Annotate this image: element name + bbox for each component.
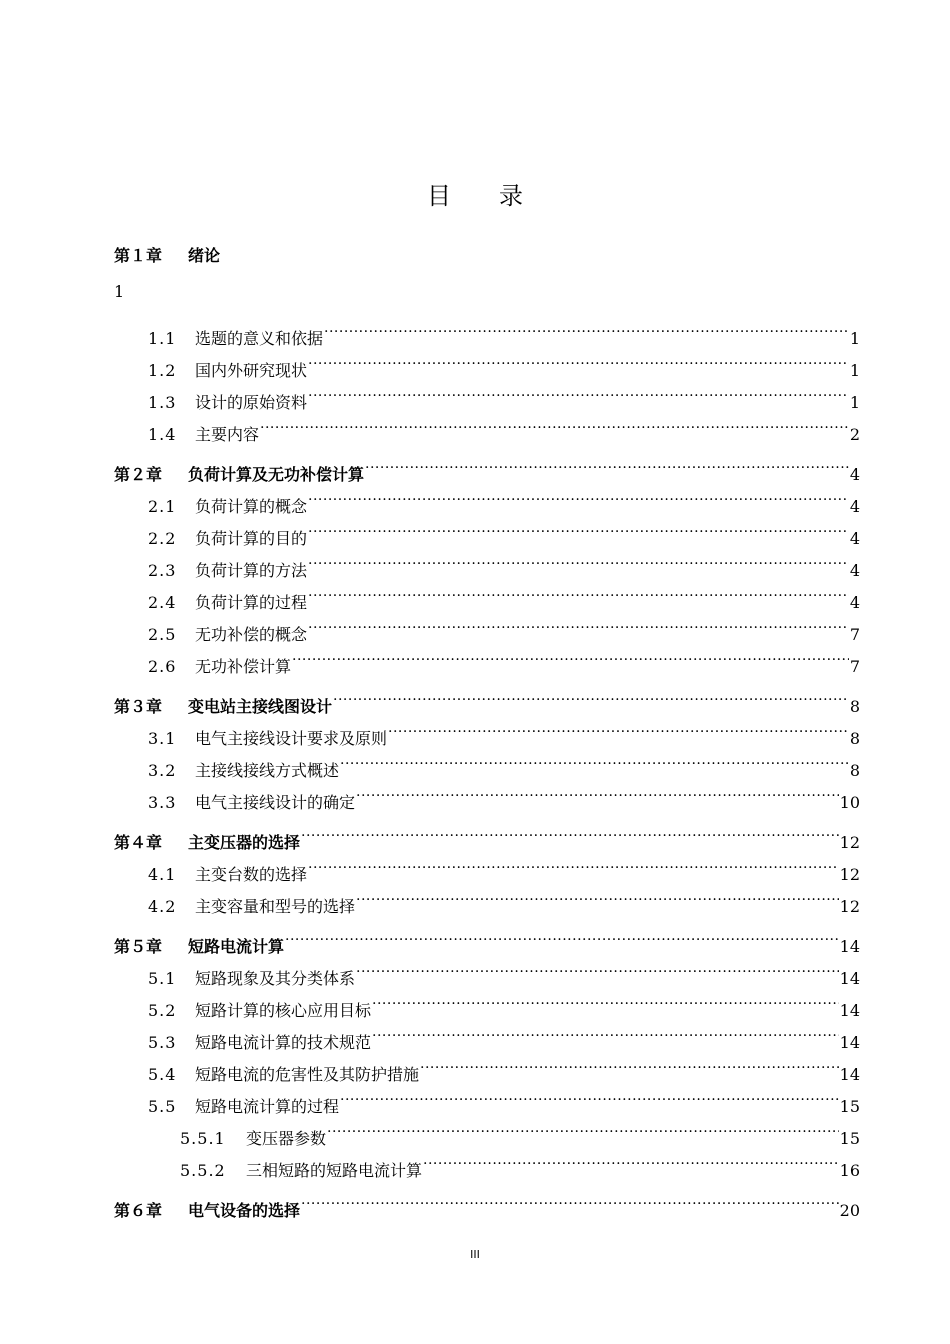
toc-label: 短路计算的核心应用目标 [195, 1001, 372, 1020]
dot-leader [285, 920, 839, 952]
title-char-2: 录 [499, 182, 523, 210]
toc-number: 3.2 [148, 761, 177, 780]
page-footer-number: III [470, 1248, 480, 1261]
dot-leader [365, 448, 849, 480]
toc-label: 负荷计算的目的 [195, 529, 308, 548]
toc-page: 1 [849, 329, 860, 348]
toc-number: 2.3 [148, 561, 177, 580]
dot-leader [308, 512, 849, 544]
toc-number: 2.2 [148, 529, 177, 548]
toc-number: 1.3 [148, 393, 177, 412]
toc-number: 第５章 [114, 937, 163, 956]
toc-label: 无功补偿的概念 [195, 625, 308, 644]
toc-number: 5.5 [148, 1097, 177, 1116]
toc-page: 15 [839, 1129, 860, 1148]
dot-leader [292, 640, 849, 672]
dot-leader [308, 480, 849, 512]
toc-page: 4 [849, 465, 860, 484]
toc-label: 电气设备的选择 [188, 1201, 301, 1220]
toc-page: 4 [849, 529, 860, 548]
toc-number: 4.1 [148, 865, 177, 884]
dot-leader [356, 776, 839, 808]
title-char-1: 目 [427, 182, 451, 210]
toc-page: 10 [839, 793, 860, 812]
dot-leader [308, 848, 839, 880]
toc-page: 12 [839, 897, 860, 916]
dot-leader [372, 984, 839, 1016]
page-title [0, 176, 950, 211]
dot-leader [423, 1144, 839, 1176]
toc-number: 第３章 [114, 697, 163, 716]
toc-label: 三相短路的短路电流计算 [246, 1161, 423, 1180]
toc-page: 16 [839, 1161, 860, 1180]
toc-page: 20 [839, 1201, 860, 1220]
toc-label: 主接线接线方式概述 [195, 761, 340, 780]
toc-number: 2.4 [148, 593, 177, 612]
toc-entry[interactable] [114, 312, 860, 348]
toc-chapter-2[interactable] [114, 448, 860, 484]
toc-number: 2.5 [148, 625, 177, 644]
toc-number: 5.3 [148, 1033, 177, 1052]
dot-leader [340, 1080, 839, 1112]
toc-page: 14 [839, 937, 860, 956]
dot-leader [308, 608, 849, 640]
toc-label: 短路电流计算的过程 [195, 1097, 340, 1116]
toc-label: 国内外研究现状 [195, 361, 308, 380]
toc-page: 4 [849, 593, 860, 612]
toc-page: 4 [849, 497, 860, 516]
toc-page: 14 [839, 1033, 860, 1052]
dot-leader [388, 712, 849, 744]
toc-number: 第２章 [114, 465, 163, 484]
toc-page: 1 [849, 361, 860, 380]
toc-number: 第１章 [114, 246, 163, 265]
toc-number: 2.6 [148, 657, 177, 676]
dot-leader [327, 1112, 839, 1144]
toc-chapter-1-page: 1 [114, 282, 125, 301]
dot-leader [308, 576, 849, 608]
dot-leader [356, 880, 839, 912]
toc-page: 8 [849, 761, 860, 780]
toc-label: 短路电流的危害性及其防护措施 [195, 1065, 420, 1084]
toc-chapter-6[interactable] [114, 1184, 860, 1220]
toc-page: 14 [839, 969, 860, 988]
toc-number: 1.1 [148, 329, 177, 348]
toc-page: 14 [839, 1065, 860, 1084]
toc-page: 12 [839, 865, 860, 884]
toc-label: 主变台数的选择 [195, 865, 308, 884]
toc-label: 设计的原始资料 [195, 393, 308, 412]
toc-chapter-5[interactable] [114, 920, 860, 956]
toc-number: 2.1 [148, 497, 177, 516]
toc-number: 1.2 [148, 361, 177, 380]
toc-label: 电气主接线设计的确定 [195, 793, 356, 812]
toc-chapter-3[interactable] [114, 680, 860, 716]
toc-page: 15 [839, 1097, 860, 1116]
dot-leader [324, 312, 849, 344]
toc-label: 短路现象及其分类体系 [195, 969, 356, 988]
toc-page: 8 [849, 729, 860, 748]
dot-leader [340, 744, 849, 776]
toc-page: 7 [849, 657, 860, 676]
toc-page: 12 [839, 833, 860, 852]
toc-label: 无功补偿计算 [195, 657, 292, 676]
toc-number: 5.1 [148, 969, 177, 988]
toc-label: 短路电流计算 [188, 937, 285, 956]
toc-label: 负荷计算的过程 [195, 593, 308, 612]
toc-page: 2 [849, 425, 860, 444]
toc-number: 3.3 [148, 793, 177, 812]
toc-chapter-1[interactable] [114, 240, 860, 272]
toc-label: 负荷计算的方法 [195, 561, 308, 580]
dot-leader [301, 1184, 839, 1216]
toc-number: 第６章 [114, 1201, 163, 1220]
toc-chapter-4[interactable] [114, 816, 860, 852]
dot-leader [333, 680, 849, 712]
toc-label: 选题的意义和依据 [195, 329, 324, 348]
toc-number: 5.4 [148, 1065, 177, 1084]
toc-number: 5.5.1 [180, 1129, 226, 1148]
toc-label: 短路电流计算的技术规范 [195, 1033, 372, 1052]
toc-number: 第４章 [114, 833, 163, 852]
toc-number: 3.1 [148, 729, 177, 748]
toc-label: 变压器参数 [246, 1129, 327, 1148]
dot-leader [420, 1048, 839, 1080]
toc-label: 负荷计算及无功补偿计算 [188, 465, 365, 484]
toc-page: 4 [849, 561, 860, 580]
toc-label: 负荷计算的概念 [195, 497, 308, 516]
toc-number: 5.2 [148, 1001, 177, 1020]
toc-page: 8 [849, 697, 860, 716]
dot-leader [308, 544, 849, 576]
dot-leader [308, 344, 849, 376]
dot-leader [301, 816, 839, 848]
dot-leader [260, 408, 849, 440]
toc-label: 主要内容 [195, 425, 260, 444]
toc-label: 变电站主接线图设计 [188, 697, 333, 716]
toc-number: 1.4 [148, 425, 177, 444]
dot-leader [308, 376, 849, 408]
toc-label: 电气主接线设计要求及原则 [195, 729, 388, 748]
dot-leader [372, 1016, 839, 1048]
toc-page: 1 [849, 393, 860, 412]
toc-page: 7 [849, 625, 860, 644]
dot-leader [356, 952, 839, 984]
toc-number: 5.5.2 [180, 1161, 226, 1180]
table-of-contents [114, 240, 860, 1220]
toc-page: 14 [839, 1001, 860, 1020]
toc-label: 主变容量和型号的选择 [195, 897, 356, 916]
toc-label: 主变压器的选择 [188, 833, 301, 852]
toc-label: 绪论 [188, 246, 221, 265]
toc-number: 4.2 [148, 897, 177, 916]
